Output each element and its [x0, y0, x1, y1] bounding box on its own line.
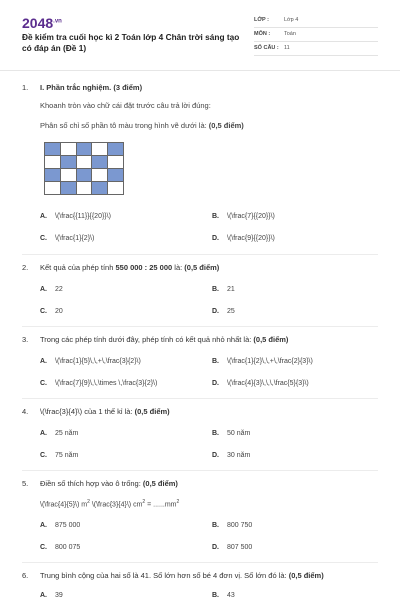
option-b[interactable]: B. 43 — [212, 592, 235, 599]
question-text: \(\frac{3}{4}\) của 1 thế kỉ là: (0,5 điểm) — [40, 407, 170, 416]
grid-cell-shaded — [76, 169, 92, 182]
meta-class: LỚP : Lớp 4 — [254, 14, 378, 28]
option-b[interactable]: B. \(\frac{7}{{20}}\) — [212, 213, 275, 220]
option-c[interactable]: C. 800 075 — [40, 544, 81, 551]
meta-subject: MÔN : Toán — [254, 28, 378, 42]
question-divider — [22, 254, 378, 255]
option-c[interactable]: C. \(\frac{1}{2}\) — [40, 235, 95, 242]
question-divider — [22, 398, 378, 399]
header-divider — [0, 70, 400, 71]
question-text: Trong các phép tính dưới đây, phép tính có kết quả nhỏ nhất là: (0,5 điểm) — [40, 335, 289, 344]
question-divider — [22, 562, 378, 563]
grid-cell — [45, 182, 61, 195]
grid-cell — [76, 156, 92, 169]
option-c[interactable]: C. 75 năm — [40, 452, 79, 459]
grid-cell-shaded — [92, 156, 108, 169]
grid-cell-shaded — [92, 182, 108, 195]
grid-row — [45, 169, 124, 182]
question-prompt: Phân số chỉ số phần tô màu trong hình vẽ dưới là: (0,5 điểm) — [40, 121, 244, 130]
option-a[interactable]: A. \(\frac{1}{5}\,\,+\,\frac{3}{2}\) — [40, 358, 141, 365]
grid-cell — [60, 143, 76, 156]
grid-cell-shaded — [60, 156, 76, 169]
question-instruction: Khoanh tròn vào chữ cái đặt trước câu trả lời đúng: — [40, 101, 211, 110]
question-expression: \(\frac{4}{5}\) $m^2$ \(\frac{3}{4}\) $cm^2 = ......mm^2$ — [40, 499, 180, 509]
question-text: Trung bình cộng của hai số là 41. Số lớn hơn số bé 4 đơn vị. Số lớn đó là: (0,5 điểm) — [40, 571, 324, 580]
grid-cell — [92, 169, 108, 182]
grid-cell — [76, 182, 92, 195]
option-a[interactable]: A. \(\frac{{11}}{{20}}\) — [40, 213, 111, 220]
option-c[interactable]: C. \(\frac{7}{9}\,\,\times \,\frac{3}{2}\) — [40, 380, 158, 387]
question-divider — [22, 326, 378, 327]
grid-cell — [108, 156, 124, 169]
grid-cell — [60, 169, 76, 182]
shaded-grid-figure — [44, 142, 124, 195]
question-divider — [22, 470, 378, 471]
option-b[interactable]: B. 800 750 — [212, 522, 253, 529]
option-b[interactable]: B. 21 — [212, 286, 235, 293]
grid-cell-shaded — [60, 182, 76, 195]
grid-row — [45, 156, 124, 169]
grid-row — [45, 143, 124, 156]
site-logo[interactable]: $2048^{.vn}$ — [22, 15, 62, 31]
option-a[interactable]: A. 39 — [40, 592, 63, 599]
grid-cell — [45, 156, 61, 169]
question-text: Kết quả của phép tính 550 000 : 25 000 là: (0,5 điểm) — [40, 263, 220, 272]
option-b[interactable]: B. \(\frac{1}{2}\,\,+\,\frac{2}{3}\) — [212, 358, 313, 365]
option-a[interactable]: A. 22 — [40, 286, 63, 293]
grid-cell — [92, 143, 108, 156]
option-d[interactable]: D. \(\frac{4}{3}\,\,\,\frac{5}{3}\) — [212, 380, 309, 387]
option-d[interactable]: D. \(\frac{9}{{20}}\) — [212, 235, 275, 242]
option-b[interactable]: B. 50 năm — [212, 430, 251, 437]
option-d[interactable]: D. 30 năm — [212, 452, 251, 459]
document-meta — [254, 14, 378, 56]
grid-cell-shaded — [45, 143, 61, 156]
option-d[interactable]: D. 807 500 — [212, 544, 253, 551]
question-title: I. Phần trắc nghiệm. (3 điểm) — [40, 83, 143, 92]
option-c[interactable]: C. 20 — [40, 308, 63, 315]
meta-question-count: SỐ CÂU : 11 — [254, 42, 378, 56]
option-a[interactable]: A. 25 năm — [40, 430, 79, 437]
grid-cell-shaded — [76, 143, 92, 156]
option-d[interactable]: D. 25 — [212, 308, 235, 315]
grid-row — [45, 182, 124, 195]
grid-cell — [108, 182, 124, 195]
document-title: Đề kiểm tra cuối học kì 2 Toán lớp 4 Chân trời sáng tạo có đáp án (Đề 1) — [22, 32, 240, 53]
option-a[interactable]: A. 875 000 — [40, 522, 81, 529]
page-header — [0, 0, 400, 66]
question-text: Điền số thích hợp vào ô trống: (0,5 điểm) — [40, 479, 178, 488]
grid-cell-shaded — [108, 143, 124, 156]
grid-cell-shaded — [45, 169, 61, 182]
grid-cell-shaded — [108, 169, 124, 182]
